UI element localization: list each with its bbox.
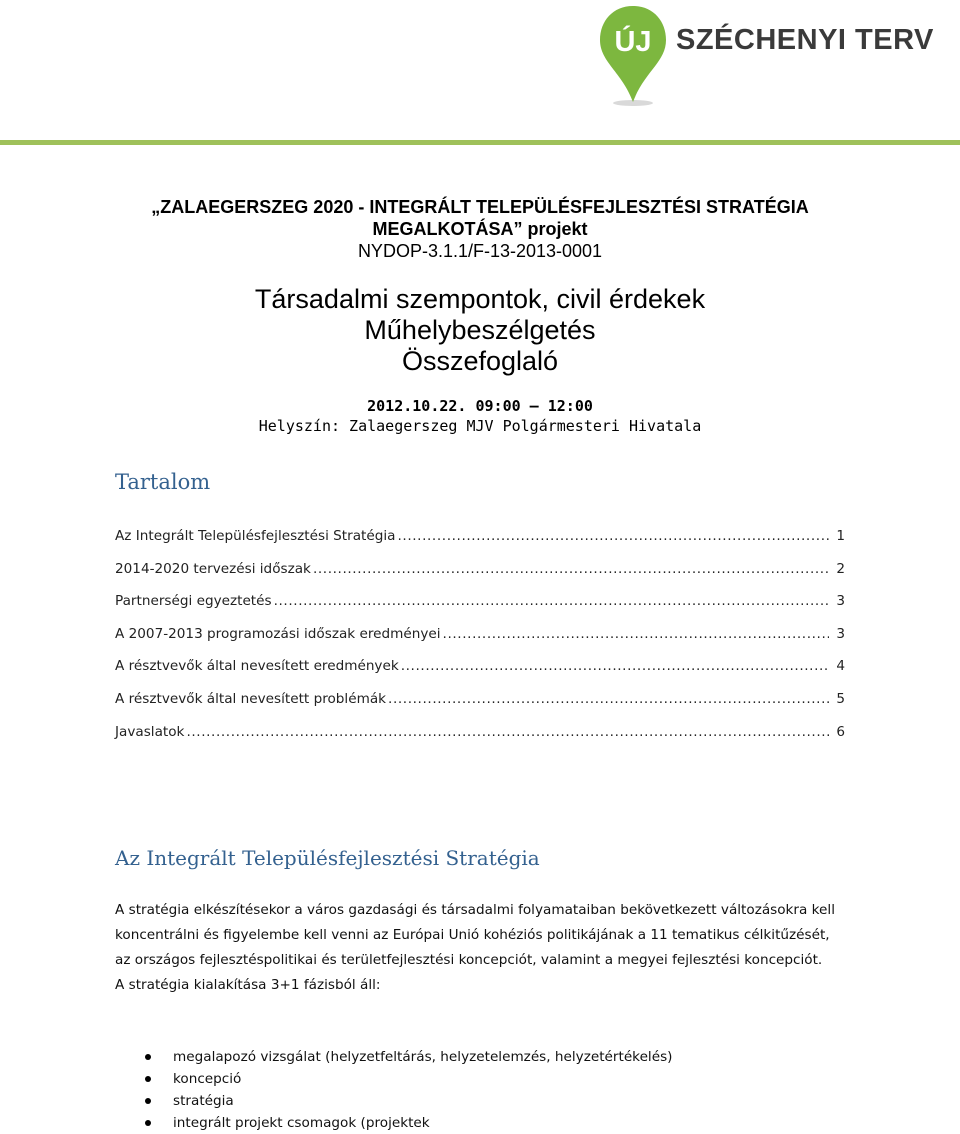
logo-wordmark: SZÉCHENYI TERV <box>676 24 934 56</box>
toc-entry-page: 3 <box>836 625 845 642</box>
toc-entry[interactable] <box>115 724 845 757</box>
list-item <box>115 1046 845 1068</box>
toc-leader-dots <box>443 626 829 642</box>
toc-entry[interactable] <box>115 658 845 691</box>
header-rule <box>0 140 960 145</box>
toc-entry[interactable] <box>115 691 845 724</box>
uj-szechenyi-terv-logo <box>598 2 928 112</box>
subtitle-line-1: Társadalmi szempontok, civil érdekek <box>254 284 706 314</box>
toc-entry-title[interactable]: Az Integrált Településfejlesztési Stratégia <box>115 528 396 544</box>
toc-entry-title[interactable]: A 2007-2013 programozási időszak eredményei <box>115 625 441 642</box>
toc-leader-dots <box>274 593 829 609</box>
toc-entry-page: 6 <box>836 723 845 740</box>
list-item-text: megalapozó vizsgálat (helyzetfeltárás, helyzetelemzés, helyzetértékelés) <box>173 1049 673 1065</box>
bullet-icon <box>145 1076 151 1082</box>
list-item <box>115 1112 845 1134</box>
body-paragraph: A stratégia elkészítésekor a város gazdasági és társadalmi folyamataiban bekövetkezett változásokra kell koncentrálni és figyelembe kell venni az Európai Unió kohéziós politikájának a 11 tematikus célkitűzését, az országos fejlesztéspolitikai és területfejlesztési koncepciót, valamint a megyei fejlesztési koncepciót. <box>115 902 835 968</box>
toc-entry-title[interactable]: A résztvevők által nevesített eredmények <box>115 658 399 675</box>
bullet-icon <box>145 1120 151 1126</box>
list-item <box>115 1068 845 1090</box>
title-line-1: „ZALAEGERSZEG 2020 - INTEGRÁLT TELEPÜLÉSFEJLESZTÉSI STRATÉGIA <box>151 197 809 217</box>
meeting-datetime: 2012.10.22. 09:00 – 12:00 <box>367 397 593 415</box>
toc-entry[interactable] <box>115 561 845 594</box>
bullet-icon <box>145 1054 151 1060</box>
bullet-icon <box>145 1098 151 1104</box>
toc-entry[interactable] <box>115 626 845 659</box>
subtitle-line-2: Műhelybeszélgetés <box>364 315 596 345</box>
logo-mark-text: ÚJ <box>614 26 652 58</box>
toc-heading: Tartalom <box>115 470 211 494</box>
toc-entry-page: 4 <box>836 658 845 675</box>
toc-entry-title[interactable]: Partnerségi egyeztetés <box>115 593 272 610</box>
toc-leader-dots <box>401 658 829 674</box>
toc-leader-dots <box>388 691 829 707</box>
document-subtitle <box>0 284 960 377</box>
list-item-text: integrált projekt csomagok (projektek <box>173 1115 430 1131</box>
title-line-2: MEGALKOTÁSA” projekt <box>372 219 588 239</box>
subtitle-line-3: Összefoglaló <box>401 346 559 376</box>
project-code: NYDOP-3.1.1/F-13-2013-0001 <box>357 241 603 261</box>
list-item <box>115 1090 845 1112</box>
toc-leader-dots <box>313 561 829 577</box>
section-heading: Az Integrált Településfejlesztési Stratégia <box>115 846 540 870</box>
toc-entry-title[interactable]: 2014-2020 tervezési időszak <box>115 560 311 577</box>
list-item-text: koncepció <box>173 1071 242 1087</box>
meeting-info <box>0 396 960 436</box>
toc-entry-page: 1 <box>836 528 845 544</box>
toc-entry[interactable] <box>115 528 845 561</box>
meeting-location: Helyszín: Zalaegerszeg MJV Polgármesteri Hivatala <box>258 417 702 435</box>
toc-entry-title[interactable]: A résztvevők által nevesített problémák <box>115 690 387 707</box>
toc-entry[interactable] <box>115 593 845 626</box>
toc-entry-title[interactable]: Javaslatok <box>115 723 185 740</box>
logo-pin-icon <box>598 2 688 112</box>
phase-list <box>115 1046 845 1134</box>
toc-leader-dots <box>397 528 829 544</box>
list-item-text: stratégia <box>173 1093 234 1109</box>
toc-leader-dots <box>186 724 829 740</box>
table-of-contents <box>115 528 845 756</box>
toc-entry-page: 2 <box>836 560 845 577</box>
section-body <box>115 898 845 998</box>
document-title <box>0 196 960 262</box>
toc-entry-page: 3 <box>836 593 845 610</box>
toc-entry-page: 5 <box>836 690 845 707</box>
body-paragraph: A stratégia kialakítása 3+1 fázisból áll: <box>115 977 381 993</box>
